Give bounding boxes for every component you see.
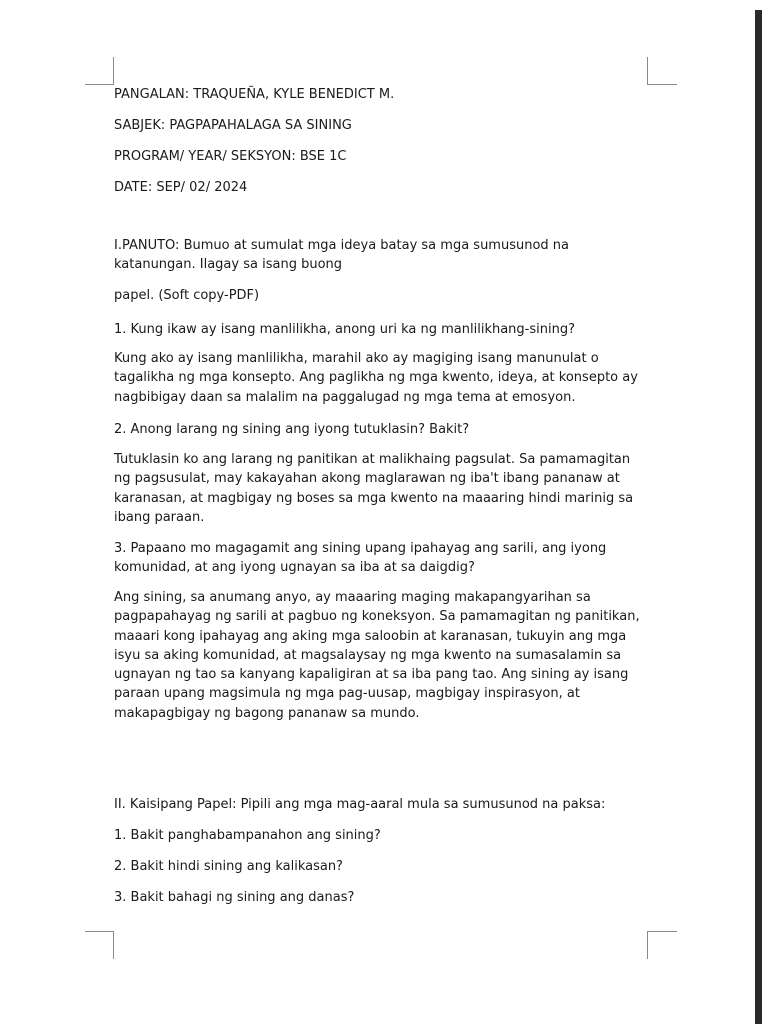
page-edge-scrollbar[interactable]	[755, 10, 762, 1024]
instruction-line: I.PANUTO: Bumuo at sumulat mga ideya batay sa mga sumusunod na	[114, 238, 569, 253]
question-2: 2. Anong larang ng sining ang iyong tutuklasin? Bakit?	[114, 422, 470, 437]
crop-mark	[647, 931, 677, 932]
instruction-line: papel. (Soft copy-PDF)	[114, 288, 260, 303]
answer-1: Kung ako ay isang manlilikha, marahil ako ay magiging isang manunulat o tagalikha ng mga konsepto. Ang paglikha ng mga kwento, ideya, at konsepto ay nagbibigay daan sa malalim na paggalugad ng mga tema at emosyon.	[114, 351, 638, 405]
topic-item-1: 1. Bakit panghabampanahon ang sining?	[114, 828, 381, 843]
question-3: 3. Papaano mo magagamit ang sining upang ipahayag ang sarili, ang iyong komunidad, at ang iyong ugnayan sa iba at sa daigdig?	[114, 541, 607, 576]
header-block	[114, 85, 642, 197]
crop-mark	[85, 84, 114, 85]
section-2-title: II. Kaisipang Papel: Pipili ang mga mag-aaral mula sa sumusunod na paksa:	[114, 797, 606, 812]
answer-2: Tutuklasin ko ang larang ng panitikan at malikhaing pagsulat. Sa pamamagitan ng pagsusulat, may kakayahan akong maglarawan ng iba't ibang pananaw at karanasan, at magbigay ng boses sa mga kwento na maaaring hindi marinig sa ibang paraan.	[114, 452, 634, 525]
program-line: PROGRAM/ YEAR/ SEKSYON: BSE 1C	[114, 149, 347, 164]
crop-mark	[647, 84, 677, 85]
crop-mark	[113, 57, 114, 85]
crop-mark	[85, 931, 114, 932]
question-1: 1. Kung ikaw ay isang manlilikha, anong uri ka ng manlilikhang-sining?	[114, 322, 575, 337]
subject-line: SABJEK: PAGPAPAHALAGA SA SINING	[114, 118, 352, 133]
instruction-block	[114, 236, 642, 305]
crop-mark	[647, 931, 648, 959]
topic-item-3: 3. Bakit bahagi ng sining ang danas?	[114, 890, 355, 905]
instruction-line: katanungan. Ilagay sa isang buong	[114, 257, 343, 272]
topic-item-2: 2. Bakit hindi sining ang kalikasan?	[114, 859, 343, 874]
date-line: DATE: SEP/ 02/ 2024	[114, 180, 248, 195]
crop-mark	[113, 931, 114, 959]
answer-3: Ang sining, sa anumang anyo, ay maaaring maging makapangyarihan sa pagpapahayag ng sarili at pagbuo ng koneksyon. Sa pamamagitan ng panitikan, maaari kong ipahayag ang aking mga saloobin at karanasan, tukuyin ang mga isyu sa aking komunidad, at magsalaysay ng mga kwento na sumasalamin sa ugnayan ng tao sa kanyang kapaligiran at sa iba pang tao. Ang sining ay isang paraan upang magsimula ng mga pag-uusap, magbigay inspirasyon, at makapagbigay ng bagong pananaw sa mundo.	[114, 590, 640, 721]
name-line: PANGALAN: TRAQUEÑA, KYLE BENEDICT M.	[114, 87, 395, 102]
crop-mark	[647, 57, 648, 85]
page-edge-gap	[762, 0, 768, 1024]
